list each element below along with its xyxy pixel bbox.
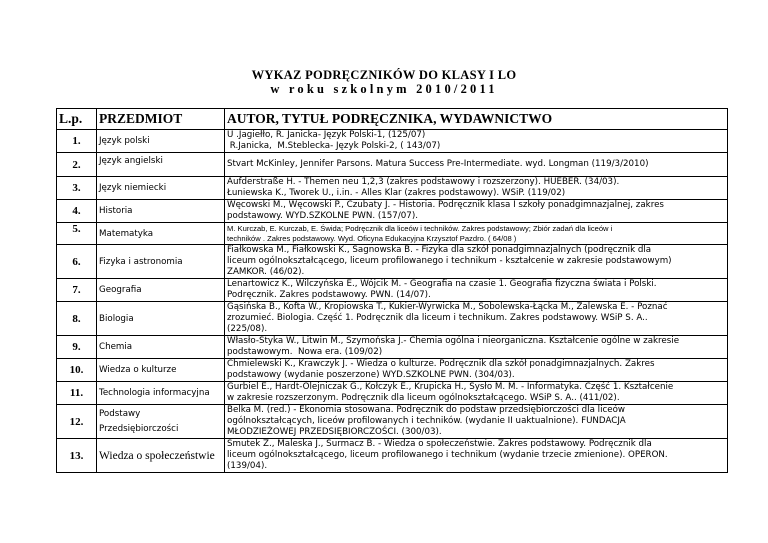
document-title: WYKAZ PODRĘCZNIKÓW DO KLASY I LO xyxy=(251,68,517,82)
table-row xyxy=(57,382,728,405)
row-number: 8. xyxy=(57,302,97,336)
row-number: 4. xyxy=(57,200,97,223)
table-row xyxy=(57,200,728,223)
row-number: 9. xyxy=(57,336,97,359)
row-author xyxy=(225,439,728,473)
author-line: zrozumieć. Biologia. Część 1. Podręcznik dla liceum i technikum. Zakres podstawowy. WSiP S. A.. xyxy=(227,313,648,323)
document-subtitle: w roku szkolnym 2010/2011 xyxy=(270,82,498,96)
row-number: 11. xyxy=(57,382,97,405)
header-lp: L.p. xyxy=(57,109,97,130)
author-line: podstawowy (wydanie poszerzone) WYD.SZKOLNE PWN. (304/03). xyxy=(227,370,515,380)
row-author xyxy=(225,359,728,382)
row-subject: Język polski xyxy=(97,130,225,153)
row-author xyxy=(225,382,728,405)
row-number: 2. xyxy=(57,153,97,177)
author-line: Gąsińska B., Kofta W., Kropiowska T., Kukier-Wyrwicka M., Sobolewska-Łącka M., Zalewska E. - Poznać xyxy=(227,302,668,312)
author-line: Belka M. (red.) - Ekonomia stosowana. Podręcznik do podstaw przedsiębiorczości dla liceów xyxy=(227,405,626,415)
table-row xyxy=(57,279,728,302)
author-line: Podręcznik. Zakres podstawowy. PWN. (14/07). xyxy=(227,290,431,300)
subject-line: Przedsiębiorczości xyxy=(99,424,179,434)
subject-line: Podstawy xyxy=(99,409,141,419)
row-subject: Biologia xyxy=(97,302,225,336)
author-line: Chmielewski K., Krawczyk J. - Wiedza o kulturze. Podręcznik dla szkół ponadgimnazjalnych. Zakres xyxy=(227,359,655,369)
author-line: (139/04). xyxy=(227,461,268,471)
author-line: R.Janicka, M.Steblecka- Język Polski-2, ( 143/07) xyxy=(227,141,441,151)
author-line: liceum ogólnokształcącego, liceum profilowanego i technikum - kształcenie w zakresie podstawowym) xyxy=(227,256,672,266)
row-subject: Wiedza o kulturze xyxy=(97,359,225,382)
row-subject: Technologia informacyjna xyxy=(97,382,225,405)
table-row xyxy=(57,336,728,359)
header-subject: PRZEDMIOT xyxy=(97,109,225,130)
author-line: Węcowski M., Węcowski P., Czubaty J. - Historia. Podręcznik klasa I szkoły ponadgimnazjalnej, zakres xyxy=(227,200,664,210)
textbook-table xyxy=(56,108,728,473)
row-subject: Wiedza o społeczeństwie xyxy=(97,439,225,473)
author-line: Łuniewska K., Tworek U., i.in. - Alles Klar (zakres podstawowy). WSiP. (119/02) xyxy=(227,188,566,198)
author-line: MŁODZIEŻOWEJ PRZEDSIĘBIORCZOŚCI. (300/03). xyxy=(227,427,442,437)
row-number: 3. xyxy=(57,177,97,200)
row-author xyxy=(225,153,728,177)
row-number: 1. xyxy=(57,130,97,153)
row-author xyxy=(225,200,728,223)
row-author xyxy=(225,245,728,279)
row-subject: Chemia xyxy=(97,336,225,359)
row-number: 7. xyxy=(57,279,97,302)
row-author xyxy=(225,177,728,200)
author-line: Gurbiel E., Hardt-Olejniczak G., Kołczyk E., Krupicka H., Sysło M. M. - Informatyka. Część 1. Kształcenie xyxy=(227,382,674,392)
row-number: 6. xyxy=(57,245,97,279)
author-line: Smutek Z., Maleska J., Surmacz B. - Wiedza o społeczeństwie. Zakres podstawowy. Podręcznik dla xyxy=(227,439,652,449)
row-subject: Język angielski xyxy=(97,153,225,177)
author-line: Fiałkowska M., Fiałkowski K., Sagnowska B. - Fizyka dla szkół ponadgimnazjalnych (podręcznik dla xyxy=(227,245,652,255)
author-line: liceum ogólnokształcącego, liceum profilowanego i technikum (wydanie trzecie zmienione). OPERON. xyxy=(227,450,668,460)
table-row xyxy=(57,439,728,473)
row-author xyxy=(225,279,728,302)
author-line: U .Jagiełło, R. Janicka- Język Polski-1, (125/07) xyxy=(227,130,426,140)
author-line: ZAMKOR. (46/02). xyxy=(227,267,305,277)
table-header-row xyxy=(57,109,728,130)
author-line: (225/08). xyxy=(227,324,268,334)
row-number: 5. xyxy=(57,223,97,245)
row-subject: Język niemiecki xyxy=(97,177,225,200)
author-line: Aufderstraße H. - Themen neu 1,2,3 (zakres podstawowy i rozszerzony). HUEBER. (34/03). xyxy=(227,177,620,187)
author-line: Lenartowicz K., Wilczyńska E., Wójcik M. - Geografia na czasie 1. Geografia fizyczna świata i Polski. xyxy=(227,279,657,289)
row-author xyxy=(225,405,728,439)
author-line: M. Kurczab, E. Kurczab, E. Świda; Podręcznik dla liceów i techników. Zakres podstawowy; Zbiór zadań dla liceów i xyxy=(227,223,613,233)
row-author xyxy=(225,223,728,245)
author-line: podstawowym. Nowa era. (109/02) xyxy=(227,347,383,357)
row-subject: Fizyka i astronomia xyxy=(97,245,225,279)
row-number: 12. xyxy=(57,405,97,439)
table-row xyxy=(57,302,728,336)
row-subject: Geografia xyxy=(97,279,225,302)
author-line: Stvart McKinley, Jennifer Parsons. Matura Success Pre-Intermediate. wyd. Longman (119/3/2010) xyxy=(227,159,649,169)
row-subject: Historia xyxy=(97,200,225,223)
row-number: 10. xyxy=(57,359,97,382)
row-subject xyxy=(97,405,225,439)
row-author xyxy=(225,130,728,153)
table-row xyxy=(57,177,728,200)
row-subject: Matematyka xyxy=(97,223,225,245)
table-row xyxy=(57,359,728,382)
header-author: AUTOR, TYTUŁ PODRĘCZNIKA, WYDAWNICTWO xyxy=(225,109,728,130)
author-line: Własło-Styka W., Litwin M., Szymońska J.- Chemia ogólna i nieorganiczna. Kształcenie ogólne w zakresie xyxy=(227,336,680,346)
row-author xyxy=(225,336,728,359)
table-row xyxy=(57,153,728,177)
author-line: w zakresie rozszerzonym. Podręcznik dla liceum ogólnokształcącego. WSiP S. A.. (411/02). xyxy=(227,393,620,403)
author-line: podstawowy. WYD.SZKOLNE PWN. (157/07). xyxy=(227,211,418,221)
table-row xyxy=(57,130,728,153)
table-row xyxy=(57,405,728,439)
table-row xyxy=(57,245,728,279)
table-row xyxy=(57,223,728,245)
row-number: 13. xyxy=(57,439,97,473)
row-author xyxy=(225,302,728,336)
author-line: techników . Zakres podstawowy. Wyd. Oficyna Edukacyjna Krzysztof Pazdro. ( 64/08 ) xyxy=(227,233,517,243)
author-line: ogólnokształcących, liceów profilowanych i techników. (wydanie II uaktualnione). FUNDACJA xyxy=(227,416,626,426)
